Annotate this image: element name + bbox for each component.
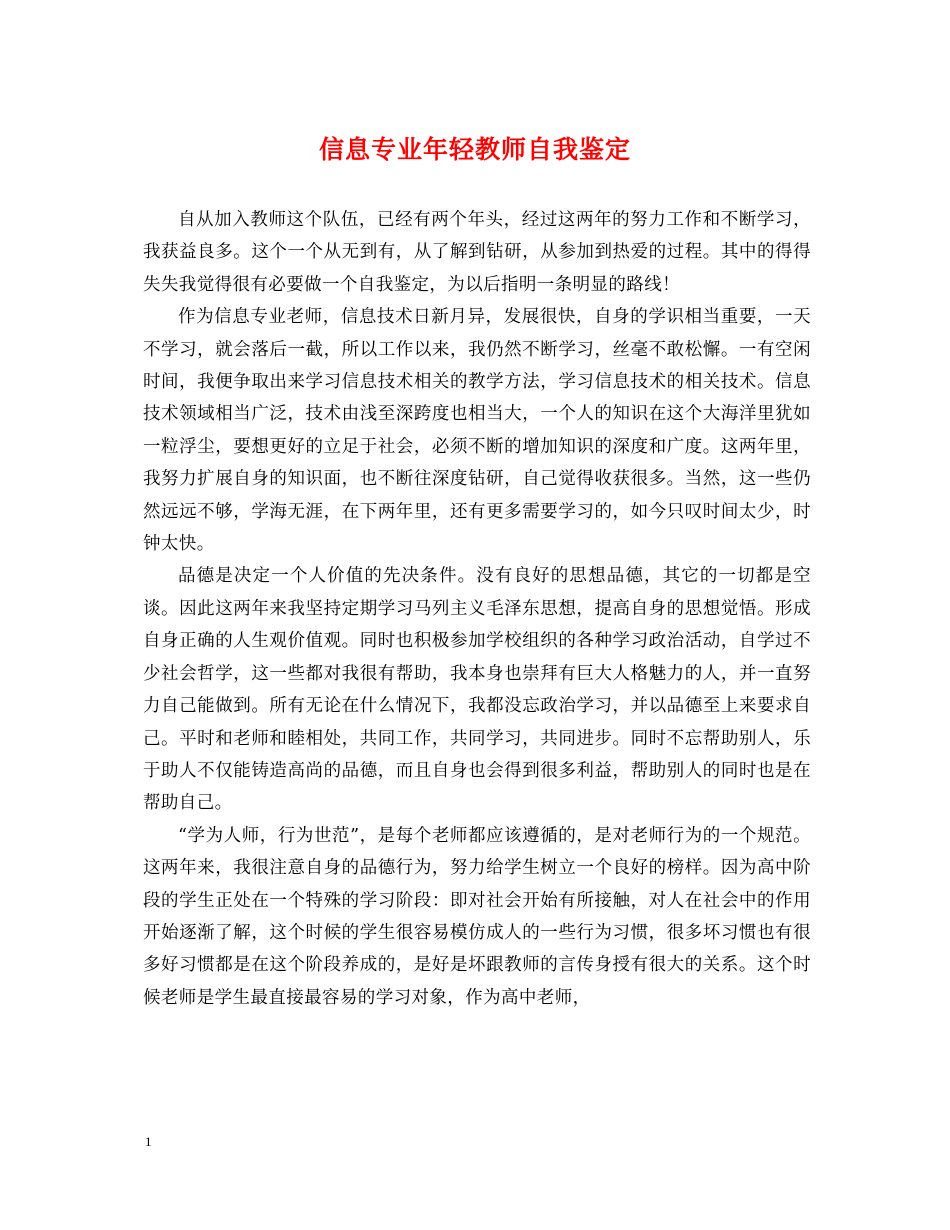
document-title: 信息专业年轻教师自我鉴定 <box>318 135 631 164</box>
paragraph-3: 品德是决定一个人价值的先决条件。没有良好的思想品德，其它的一切都是空谈。因此这两年来我坚持定期学习马列主义毛泽东思想，提高自身的思想觉悟。形成自身正确的人生观价值观。同时也积极参加学校组织的各种学习政治活动，自学过不少社会哲学，这一些都对我很有帮助，我本身也崇拜有巨大人格魅力的人，并一直努力自己能做到。所有无论在什么情况下，我都没忘政治学习，并以品德至上来要求自己。平时和老师和睦相处，共同工作，共同学习，共同进步。同时不忘帮助别人，乐于助人不仅能铸造高尚的品德，而且自身也会得到很多利益，帮助别人的同时也是在帮助自己。 <box>143 566 811 814</box>
paragraph-1: 自从加入教师这个队伍，已经有两个年头，经过这两年的努力工作和不断学习，我获益良多。这个一个从无到有，从了解到钻研，从参加到热爱的过程。其中的得得失失我觉得很有必要做一个自我鉴定，为以后指明一条明显的路线！ <box>143 210 811 295</box>
paragraph-2: 作为信息专业老师，信息技术日新月异，发展很快，自身的学识相当重要，一天不学习，就会落后一截，所以工作以来，我仍然不断学习，丝毫不敢松懈。一有空闲时间，我便争取出来学习信息技术相关的教学方法，学习信息技术的相关技术。信息技术领域相当广泛，技术由浅至深跨度也相当大，一个人的知识在这个大海洋里犹如一粒浮尘，要想更好的立足于社会，必须不断的增加知识的深度和广度。这两年里，我努力扩展自身的知识面，也不断往深度钻研，自己觉得收获很多。当然，这一些仍然远远不够，学海无涯，在下两年里，还有更多需要学习的，如今只叹时间太少，时钟太快。 <box>143 307 811 555</box>
document-body <box>143 204 811 1014</box>
paragraph-4: “学为人师，行为世范”，是每个老师都应该遵循的，是对老师行为的一个规范。这两年来，我很注意自身的品德行为，努力给学生树立一个良好的榜样。因为高中阶段的学生正处在一个特殊的学习阶段：即对社会开始有所接触，对人在社会中的作用开始逐渐了解，这个时候的学生很容易模仿成人的一些行为习惯，很多坏习惯也有很多好习惯都是在这个阶段养成的，是好是坏跟教师的言传身授有很大的关系。这个时候老师是学生最直接最容易的学习对象，作为高中老师， <box>143 825 811 1008</box>
page-number: 1 <box>145 1134 152 1149</box>
